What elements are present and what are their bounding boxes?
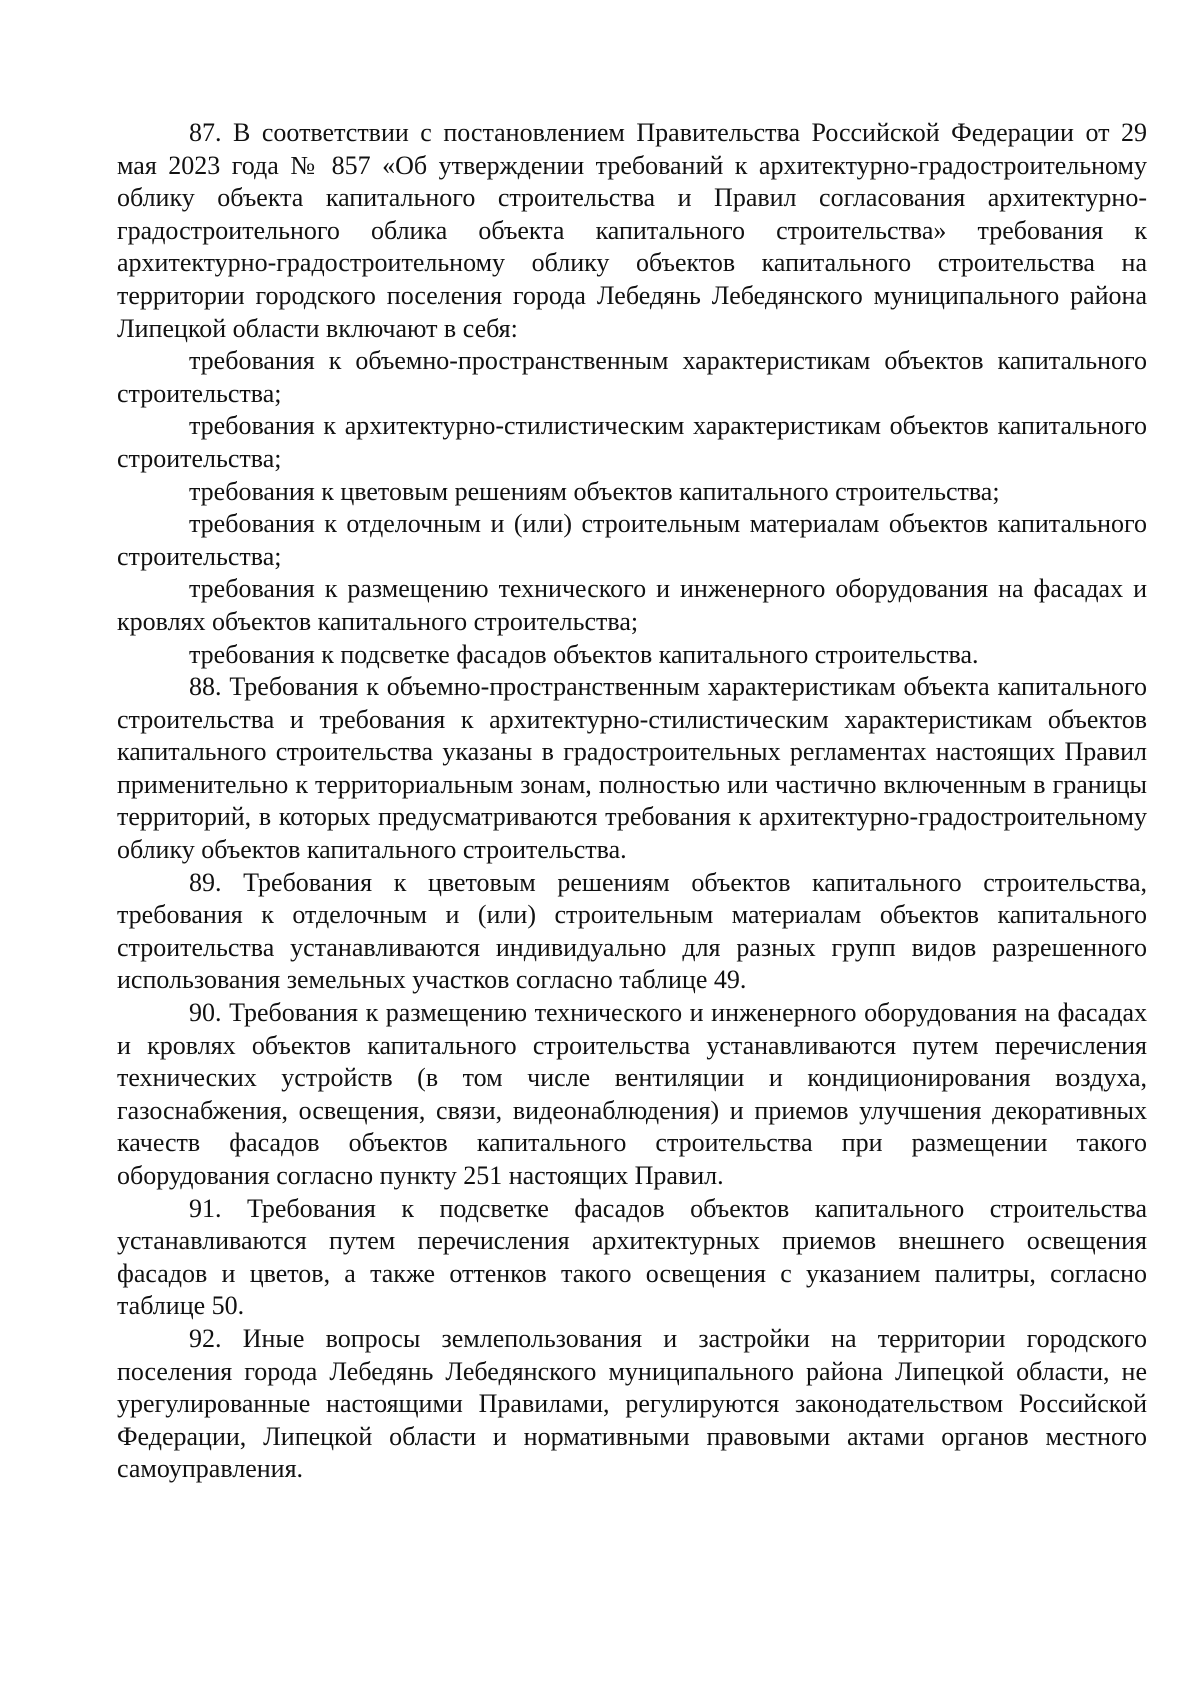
paragraph-89: 89. Требования к цветовым решениям объектов капитального строительства, требования к отделочным и (или) строительным материалам объектов капитального строительства устанавливаются индивидуально для разных групп видов разрешенного использования земельных участков согласно таблице 49. (117, 867, 1147, 995)
requirement-volume-spatial: требования к объемно-пространственным характеристикам объектов капитального строительства; (117, 346, 1147, 408)
paragraph-92: 92. Иные вопросы землепользования и застройки на территории городского поселения города Лебедянь Лебедянского муниципального района Липецкой области, не урегулированные настоящими Правилами, регулируются законодательством Российской Федерации, Липецкой области и нормативными правовыми актами органов местного самоуправления. (117, 1323, 1147, 1484)
requirement-equipment-placement: требования к размещению технического и инженерного оборудования на фасадах и кровлях объектов капитального строительства; (117, 574, 1147, 636)
requirement-architectural-stylistic: требования к архитектурно-стилистическим характеристикам объектов капитального строительства; (117, 411, 1147, 473)
document-page (117, 117, 1147, 1486)
paragraph-90: 90. Требования к размещению технического и инженерного оборудования на фасадах и кровлях объектов капитального строительства устанавливаются путем перечисления технических устройств (в том числе вентиляции и кондиционирования воздуха, газоснабжения, освещения, связи, видеонаблюдения) и приемов улучшения декоративных качеств фасадов объектов капитального строительства при размещении такого оборудования согласно пункту 251 настоящих Правил. (117, 998, 1147, 1190)
paragraph-91: 91. Требования к подсветке фасадов объектов капитального строительства устанавливаются путем перечисления архитектурных приемов внешнего освещения фасадов и цветов, а также оттенков такого освещения с указанием палитры, согласно таблице 50. (117, 1193, 1147, 1321)
requirement-finishing-materials: требования к отделочным и (или) строительным материалам объектов капитального строительства; (117, 509, 1147, 571)
paragraph-88: 88. Требования к объемно-пространственным характеристикам объекта капитального строительства и требования к архитектурно-стилистическим характеристикам объектов капитального строительства указаны в градостроительных регламентах настоящих Правил применительно к территориальным зонам, полностью или частично включенным в границы территорий, в которых предусматриваются требования к архитектурно-градостроительному облику объектов капитального строительства. (117, 672, 1147, 865)
paragraph-87: 87. В соответствии с постановлением Правительства Российской Федерации от 29 мая 2023 года № 857 «Об утверждении требований к архитектурно-градостроительному облику объекта капитального строительства и Правил согласования архитектурно-градостроительного облика объекта капитального строительства» требования к архитектурно-градостроительному облику объектов капитального строительства на территории городского поселения города Лебедянь Лебедянского муниципального района Липецкой области включают в себя: (117, 118, 1147, 343)
requirement-color-solutions: требования к цветовым решениям объектов капитального строительства; (189, 476, 1000, 506)
requirement-facade-lighting: требования к подсветке фасадов объектов капитального строительства. (189, 639, 979, 669)
